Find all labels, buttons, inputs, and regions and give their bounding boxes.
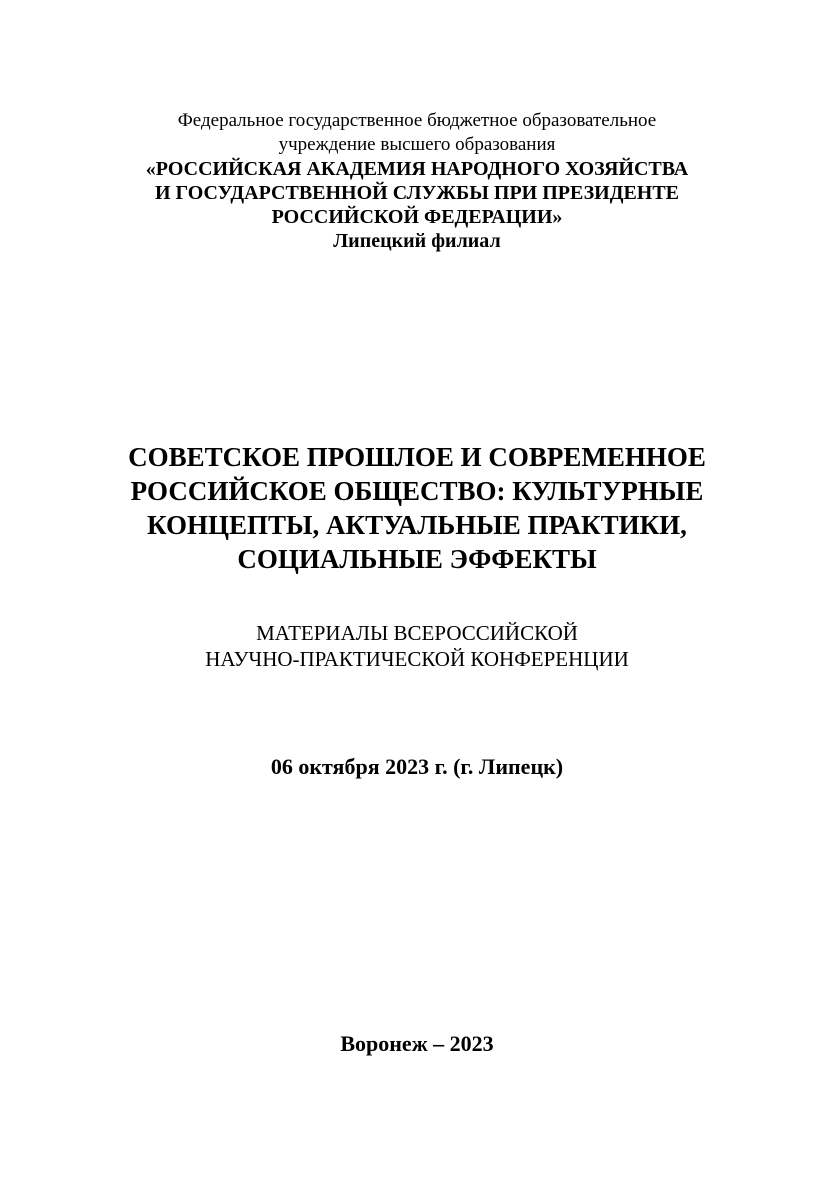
conference-title-line: РОССИЙСКОЕ ОБЩЕСТВО: КУЛЬТУРНЫЕ xyxy=(130,476,704,506)
conference-date-place: 06 октября 2023 г. (г. Липецк) xyxy=(270,754,564,779)
institution-branch: Липецкий филиал xyxy=(333,230,501,252)
institution-name xyxy=(0,157,834,229)
institution-preamble xyxy=(0,109,834,157)
conference-title-line: СОВЕТСКОЕ ПРОШЛОЕ И СОВРЕМЕННОЕ xyxy=(128,442,706,472)
institution-name-line: РОССИЙСКОЙ ФЕДЕРАЦИИ» xyxy=(271,206,563,228)
proceedings-subtitle-line: МАТЕРИАЛЫ ВСЕРОССИЙСКОЙ xyxy=(256,621,578,645)
proceedings-subtitle-line: НАУЧНО-ПРАКТИЧЕСКОЙ КОНФЕРЕНЦИИ xyxy=(205,647,629,671)
institution-preamble-line: учреждение высшего образования xyxy=(278,134,556,155)
institution-name-line: «РОССИЙСКАЯ АКАДЕМИЯ НАРОДНОГО ХОЗЯЙСТВА xyxy=(145,158,689,180)
conference-title-line: СОЦИАЛЬНЫЕ ЭФФЕКТЫ xyxy=(237,544,597,574)
imprint-city-year: Воронеж – 2023 xyxy=(340,1031,494,1056)
institution-block xyxy=(0,109,834,253)
institution-name-line: И ГОСУДАРСТВЕННОЙ СЛУЖБЫ ПРИ ПРЕЗИДЕНТЕ xyxy=(154,182,680,204)
conference-title-line: КОНЦЕПТЫ, АКТУАЛЬНЫЕ ПРАКТИКИ, xyxy=(147,510,687,540)
proceedings-subtitle xyxy=(0,620,834,672)
institution-preamble-line: Федеральное государственное бюджетное образовательное xyxy=(177,110,657,131)
conference-title xyxy=(0,440,834,576)
